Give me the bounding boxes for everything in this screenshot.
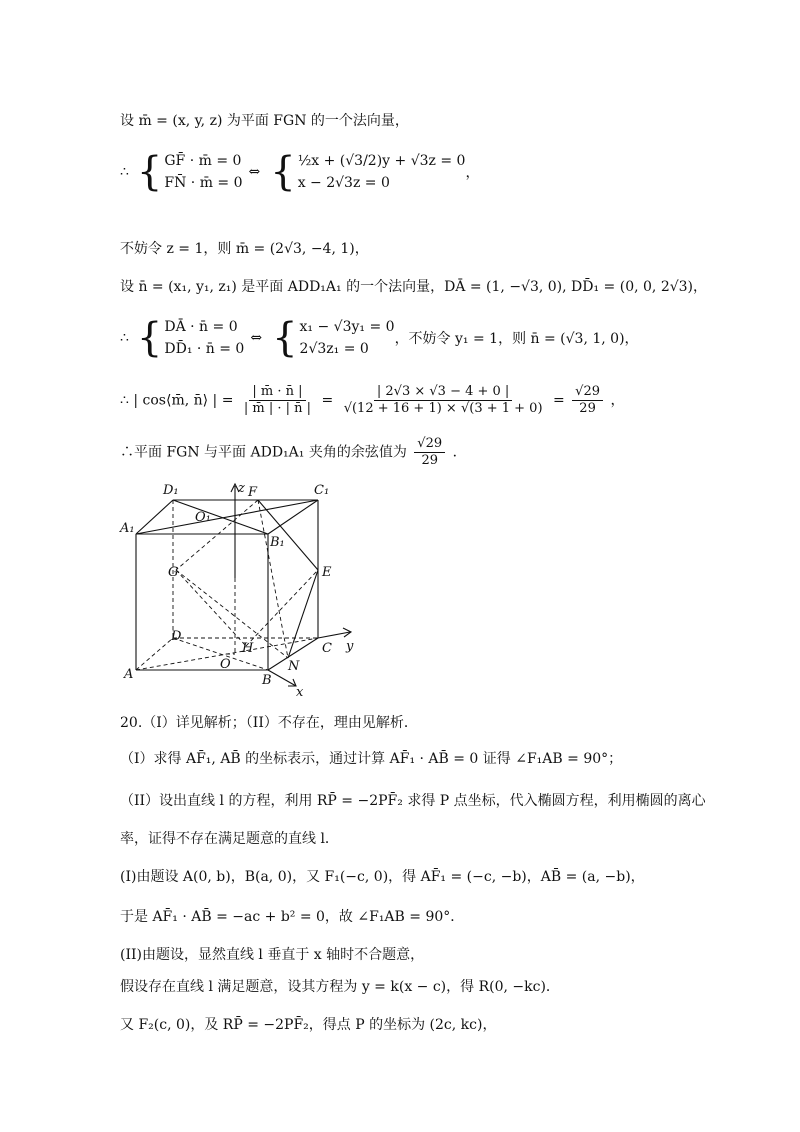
label-x: x [296,685,304,698]
equation-dd1-n: DD̄₁ · n̄ = 0 [164,341,245,357]
equation-expanded-4: 2√3z₁ = 0 [299,341,369,357]
equation-expanded-1: ½x + (√3/2)y + √3z = 0 [297,153,466,169]
segment-h-e [246,570,318,646]
left-brace: { [136,315,163,361]
punctuation: ． [452,444,467,461]
q20-answer-line: 20.（I）详见解析；（II）不存在，理由见解析． [120,715,418,731]
q20-solution-2: 于是 AF̄₁ · AB̄ = −ac + b² = 0，故 ∠F₁AB = 90°． [120,909,465,925]
text-line-normal-vector-n: 设 n̄ = (x₁, y₁, z₁) 是平面 ADD₁A₁ 的一个法向量，DĀ = (1, −√3, 0), DD̄₁ = (0, 0, 2√3)， [120,279,708,295]
fraction-2-denominator: √(12 + 16 + 1) × √(3 + 1 + 0) [343,401,543,416]
cosine-left: ∴ | cos⟨m̄, n̄⟩ | = [120,392,234,409]
q20-hint-part-1: （I）求得 AF̄₁, AB̄ 的坐标表示，通过计算 AF̄₁ · AB̄ = 0 证得 ∠F₁AB = 90°； [120,751,623,767]
q20-solution-5: 又 F₂(c, 0)，及 RP̄ = −2PF̄₂，得点 P 的坐标为 (2c, kc)， [120,1017,497,1033]
q20-solution-4: 假设存在直线 l 满足题意，设其方程为 y = k(x − c)，得 R(0, −kc)． [120,979,560,995]
label-b1: B₁ [270,535,285,550]
segment-e-n [288,570,318,658]
conclusion-text: ∴平面 FGN 与平面 ADD₁A₁ 夹角的余弦值为 [120,444,407,461]
edge-a1-d1 [136,500,173,534]
label-c: C [322,641,332,656]
punctuation: ， [610,392,625,409]
q20-solution-1: (I)由题设 A(0, b)，B(a, 0)，又 F₁(−c, 0)，得 AF̄₁ = (−c, −b)，AB̄ = (a, −b)， [120,869,645,885]
segment-g-h [176,570,246,646]
fraction-2-numerator: | 2√3 × √3 − 4 + 0 | [374,384,512,401]
therefore-symbol: ∴ [120,164,129,180]
system-left-stack [164,316,244,360]
fraction-3-numerator: √29 [572,384,603,401]
conclusion-fraction [414,436,445,469]
y-axis [318,632,350,638]
equation-da-n: DĀ · n̄ = 0 [164,319,238,335]
system-left-stack [164,150,242,194]
equation-expanded-2: x − 2√3z = 0 [297,175,390,191]
fraction-1 [241,384,314,417]
diag-a1-c1 [136,500,318,534]
conclusion-line [120,436,467,469]
segment-g-n [176,570,288,658]
fraction-1-numerator: | m̄ · n̄ | [249,384,305,401]
label-y: y [346,639,354,654]
q20-hint-part-2-cont: 率，证得不存在满足题意的直线 l． [120,831,339,847]
label-d: D [171,629,182,644]
label-n: N [288,659,300,674]
equation-system-1 [120,150,479,194]
fraction-3 [572,384,603,417]
iff-symbol: ⇔ [248,164,261,180]
equation-tail: ，不妨令 y₁ = 1，则 n̄ = (√3, 1, 0)， [394,331,639,347]
punctuation: ， [465,165,480,181]
equals-sign: = [552,392,565,409]
iff-symbol: ⇔ [250,330,263,346]
equation-fn-m: FN̄ · m̄ = 0 [164,175,243,191]
fraction-3-denominator: 29 [579,401,596,416]
left-brace: { [270,149,296,195]
system-right-stack [300,316,395,360]
conclusion-fraction-denominator: 29 [421,453,438,468]
fraction-1-denominator: | m̄ | · | n̄ | [243,401,312,416]
edge-a-d-hidden [136,638,173,670]
label-z: z [238,481,245,496]
system-right-stack [298,150,466,194]
label-a1: A₁ [120,521,135,536]
left-brace: { [136,149,163,195]
text-line-normal-vector-m: 设 m̄ = (x, y, z) 为平面 FGN 的一个法向量， [120,113,409,129]
label-o1: O₁ [195,510,211,525]
equals-sign: = [321,392,334,409]
cosine-formula-line [120,384,624,417]
text-line-let-z: 不妨令 z = 1，则 m̄ = (2√3, −4, 1)， [120,241,369,257]
label-e: E [322,565,332,580]
equation-system-2 [120,316,639,360]
label-o: O [220,657,231,672]
equation-gf-m: GF̄ · m̄ = 0 [164,153,242,169]
label-f: F [248,485,258,500]
label-b: B [262,673,272,688]
q20-hint-part-2: （II）设出直线 l 的方程，利用 RP̄ = −2PF̄₂ 求得 P 点坐标，代入椭圆方程，利用椭圆的离心 [120,793,706,809]
therefore-symbol: ∴ [120,330,129,346]
cuboid-figure [118,478,363,698]
label-c1: C₁ [314,483,330,498]
label-h: H [242,641,254,656]
left-brace: { [272,315,298,361]
label-a: A [124,667,134,682]
label-d1: D₁ [163,483,179,498]
segment-f-g [176,500,258,570]
conclusion-fraction-numerator: √29 [414,436,445,453]
diag-d1-b1 [173,500,268,534]
equation-expanded-3: x₁ − √3y₁ = 0 [299,319,395,335]
q20-solution-3: (II)由题设，显然直线 l 垂直于 x 轴时不合题意， [120,947,425,963]
label-g: G [168,565,179,580]
segment-f-e [258,500,318,570]
fraction-2 [341,384,546,417]
